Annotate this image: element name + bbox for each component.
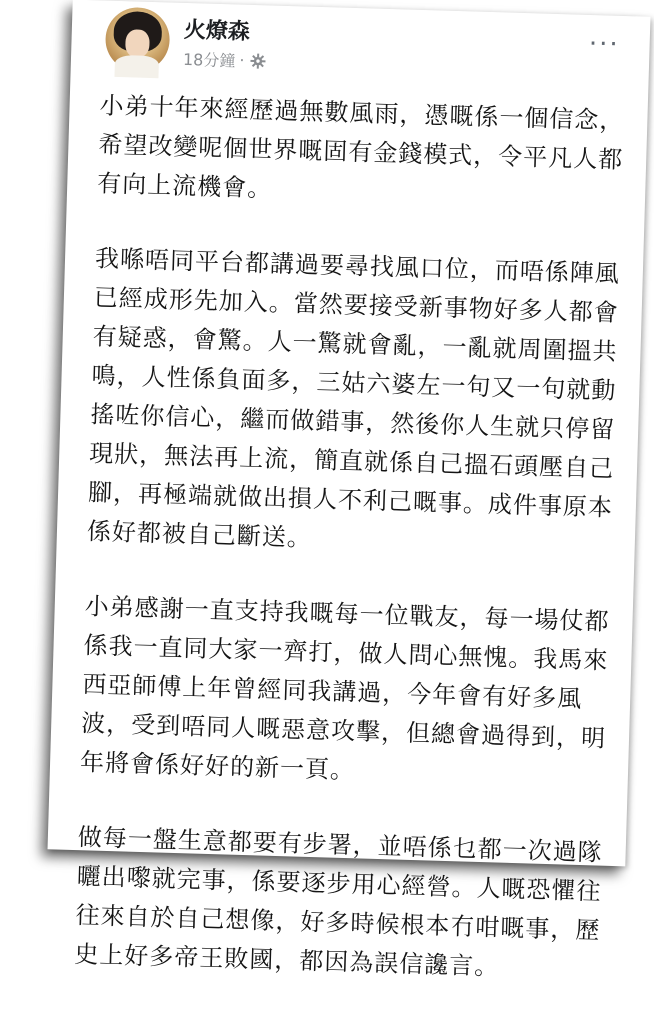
post-timestamp[interactable]: 18分鐘 bbox=[182, 49, 236, 71]
post-paragraph-2: 我喺唔同平台都講過要尋找風口位，而唔係陣風已經成形先加入。當然要接受新事物好多人都會有疑惑，會驚。人一驚就會亂，一亂就周圍搵共鳴，人性係負面多，三姑六婆左一句又一句就動搖咗你信心，繼而做錯事，然後你人生就只停留現狀，無法再上流，簡直就係自己搵石頭壓自己腳，再極端就做出損人不利己嘅事。成件事原本係好都被自己斷送。 bbox=[86, 244, 621, 552]
post-meta bbox=[183, 47, 267, 72]
post-paragraph-4: 做每一盤生意都要有步署，並唔係乜都一次過隊曬出嚟就完事，係要逐步用心經營。人嘅恐懼往往來自於自己想像，好多時候根本冇咁嘅事，歷史上好多帝王敗國，都因為誤信讒言。 bbox=[74, 823, 604, 981]
post-body bbox=[73, 86, 630, 1025]
meta-separator: · bbox=[239, 50, 245, 70]
post-paragraph-1: 小弟十年來經歷過無數風雨，憑嘅係一個信念，希望改變呢個世界嘅固有金錢模式，令平凡人都有向上流機會。 bbox=[96, 91, 625, 203]
gear-icon[interactable] bbox=[250, 52, 266, 68]
facebook-post-card bbox=[48, 0, 651, 981]
post-paragraph-3: 小弟感謝一直支持我嘅每一位戰友，每一場仗都係我一直同大家一齊打，做人問心無愧。我馬來西亞師傅上年曾經同我講過，今年會有好多風波，受到唔同人嘅惡意攻擊，但總會過得到，明年將會係好好的新一頁。 bbox=[79, 592, 610, 785]
avatar-face bbox=[125, 29, 150, 58]
author-avatar[interactable] bbox=[105, 7, 171, 73]
author-name[interactable]: 火燎森 bbox=[183, 17, 251, 45]
post-header bbox=[105, 7, 627, 88]
avatar-collar bbox=[114, 55, 159, 78]
more-horizontal-icon[interactable]: ··· bbox=[588, 28, 621, 60]
